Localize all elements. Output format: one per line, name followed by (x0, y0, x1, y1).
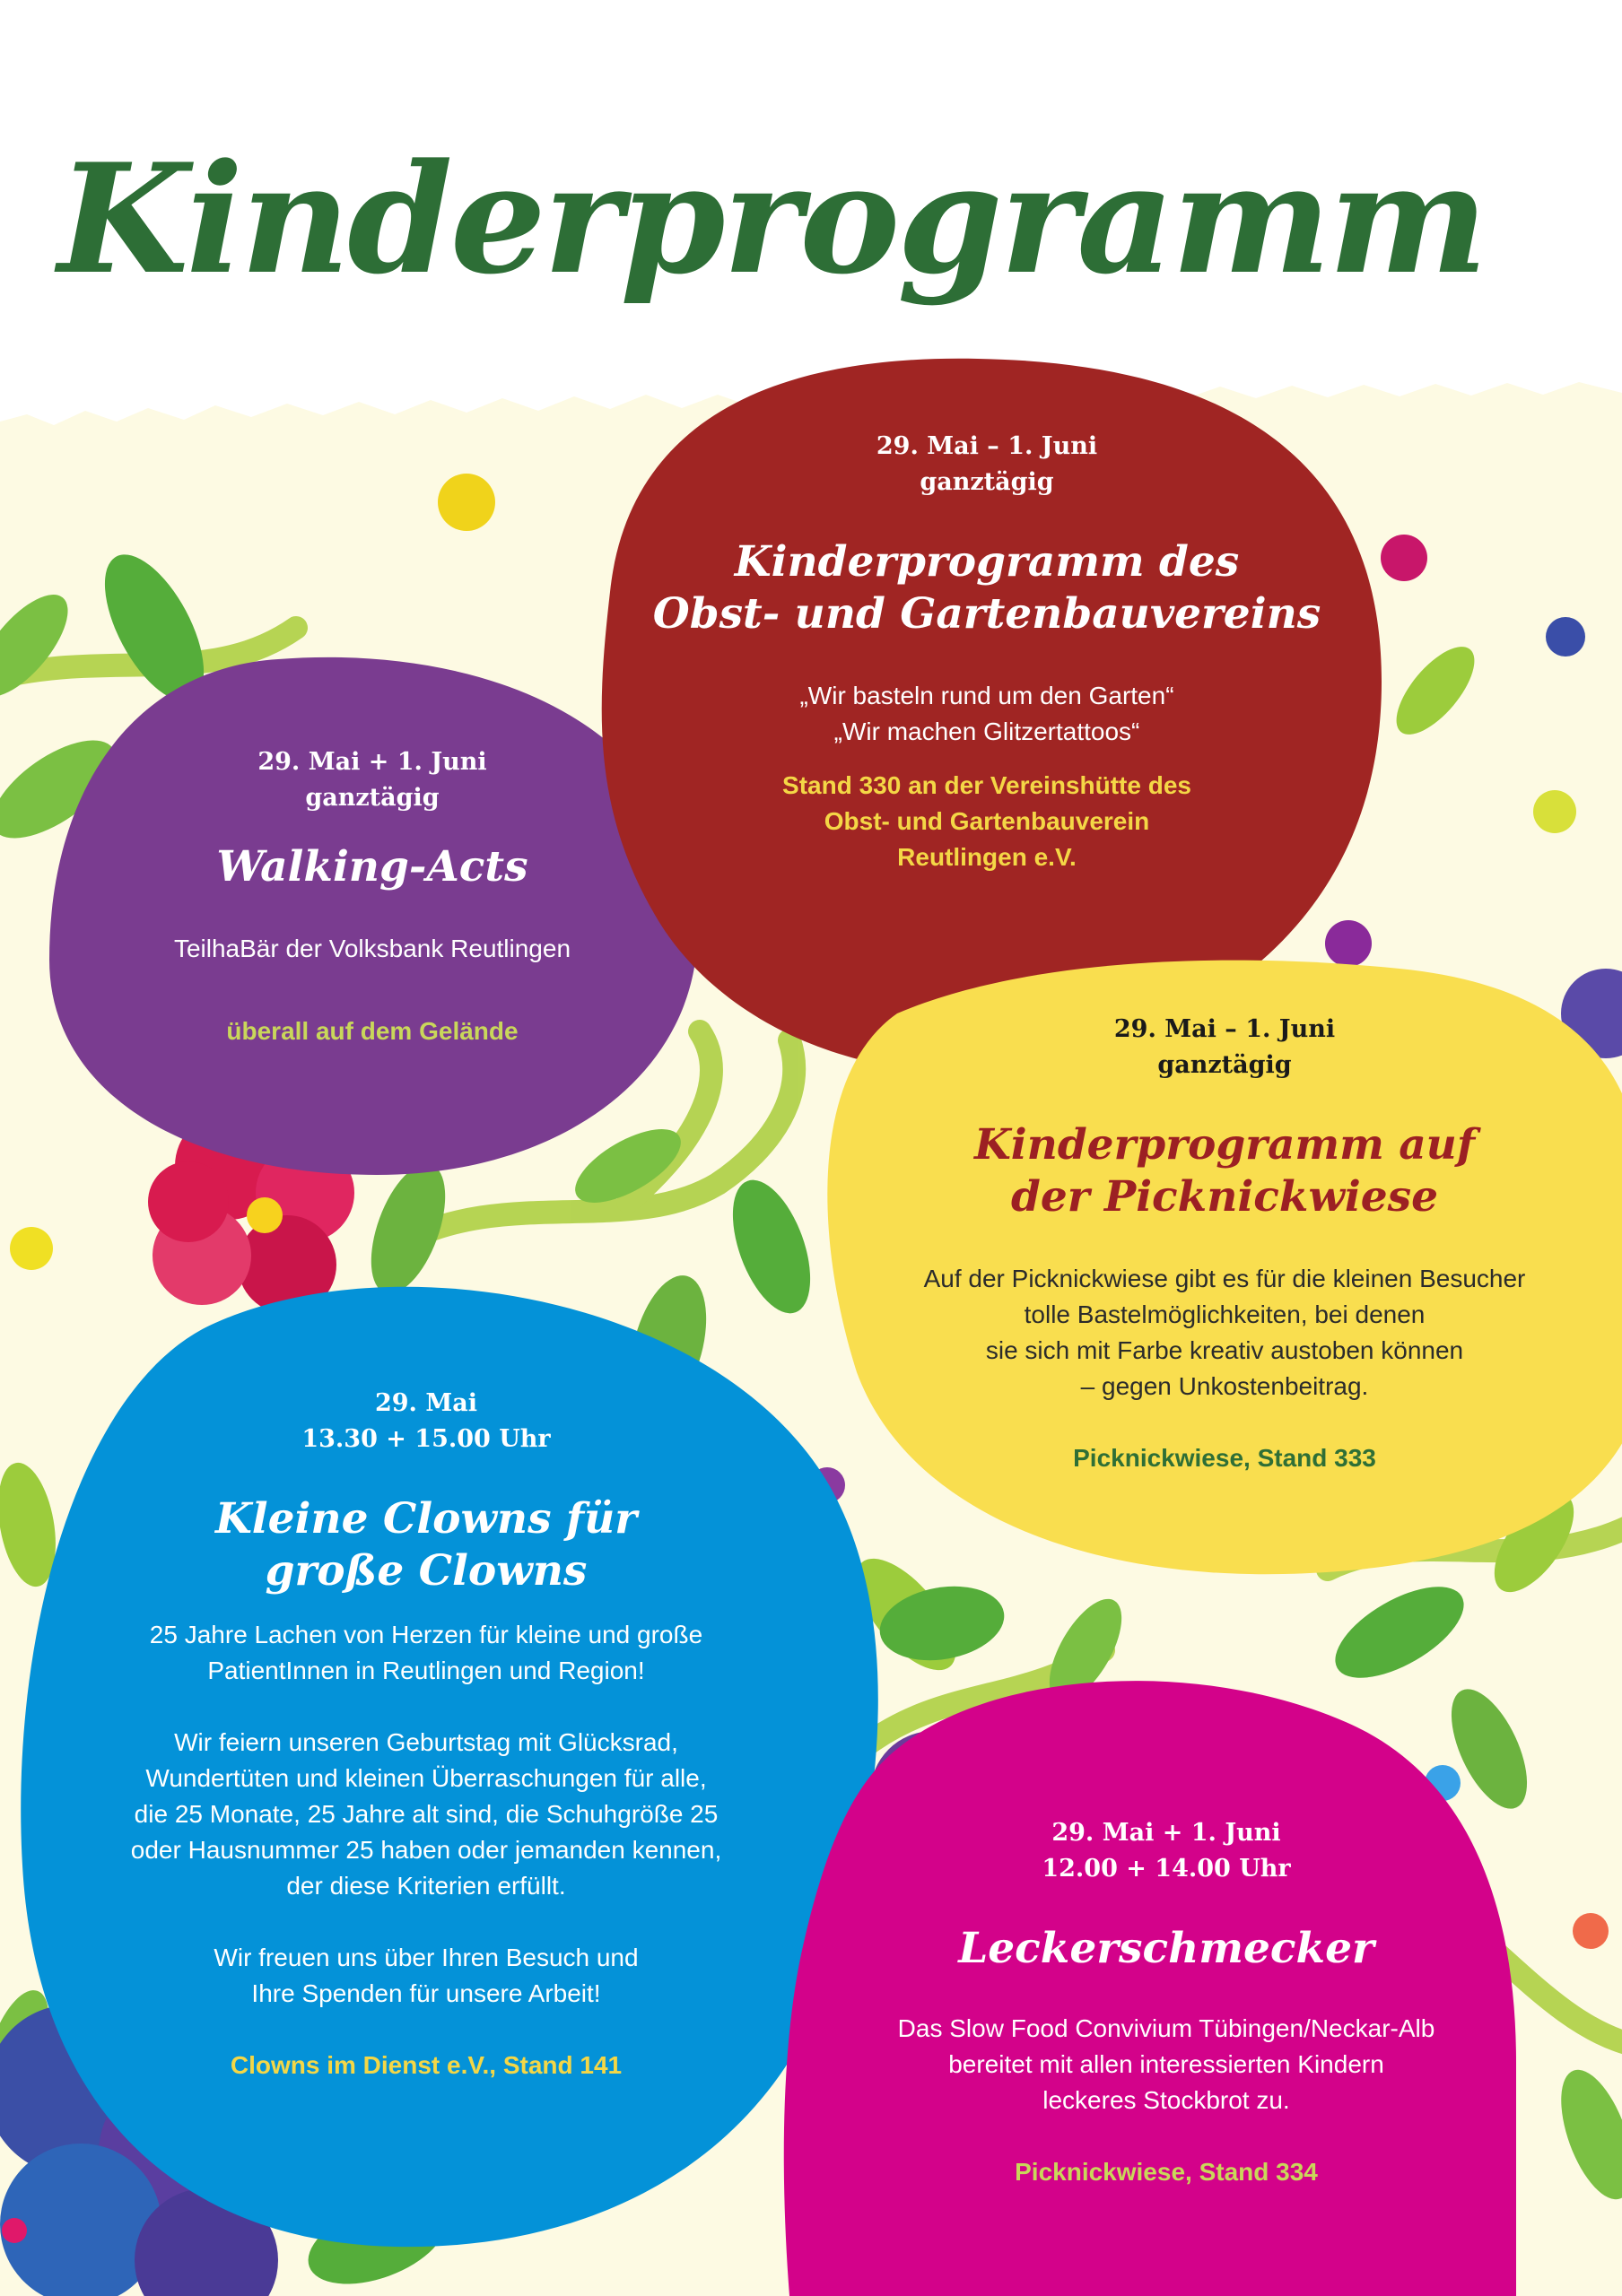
event-title: Kleine Clowns für große Clowns (214, 1494, 638, 1596)
event-title: Kinderprogramm auf der Picknickwiese (973, 1120, 1476, 1222)
event-leckerschmecker (843, 1815, 1489, 2190)
event-walking-acts (81, 744, 664, 1049)
event-description: TeilhaBär der Volksbank Reutlingen (173, 935, 571, 962)
event-date: 29. Mai + 1. Juni (257, 748, 487, 776)
event-picknickwiese (884, 1012, 1565, 1476)
event-description: 25 Jahre Lachen von Herzen für kleine und große PatientInnen in Reutlingen und Region! (149, 1621, 703, 1684)
event-time: 13.30 + 15.00 Uhr (301, 1425, 551, 1453)
event-title: Leckerschmecker (958, 1924, 1374, 1973)
event-obst-gartenbau (628, 429, 1346, 875)
event-description: Wir feiern unseren Geburtstag mit Glücksrad, Wundertüten und kleinen Überraschungen für alle, die 25 Monate, 25 Jahre alt sind, die Schuhgröße 25 oder Hausnummer 25 haben oder jemanden kennen, der diese Kriterien erfüllt. (130, 1728, 722, 1900)
event-location: Clowns im Dienst e.V., Stand 141 (230, 2051, 623, 2079)
event-description: Das Slow Food Convivium Tübingen/Neckar-Alb bereitet mit allen interessierten Kindern leckeres Stockbrot zu. (897, 2014, 1435, 2114)
page-title: Kinderprogramm (57, 130, 1486, 308)
event-date: 29. Mai + 1. Juni (1051, 1819, 1281, 1847)
event-kleine-clowns (85, 1386, 767, 2083)
event-time: ganztägig (305, 784, 440, 812)
event-description: Wir freuen uns über Ihren Besuch und Ihre Spenden für unsere Arbeit! (214, 1944, 639, 2007)
event-location: Picknickwiese, Stand 333 (1073, 1444, 1376, 1472)
event-location: Stand 330 an der Vereinshütte des Obst- und Gartenbauverein Reutlingen e.V. (782, 771, 1191, 871)
event-title: Walking-Acts (216, 842, 528, 891)
event-title: Kinderprogramm des Obst- und Gartenbauvereins (652, 537, 1321, 639)
event-location: überall auf dem Gelände (226, 1017, 519, 1045)
event-date: 29. Mai – 1. Juni (1113, 1015, 1336, 1043)
event-date: 29. Mai (374, 1389, 477, 1417)
event-time: ganztägig (1157, 1051, 1292, 1079)
event-date: 29. Mai – 1. Juni (876, 432, 1098, 460)
event-time: ganztägig (920, 468, 1054, 496)
event-description: „Wir basteln rund um den Garten“ „Wir machen Glitzertattoos“ (799, 682, 1174, 745)
event-description: Auf der Picknickwiese gibt es für die kleinen Besucher tolle Bastelmöglichkeiten, bei denen sie sich mit Farbe kreativ austoben können – gegen Unkostenbeitrag. (923, 1265, 1526, 1400)
event-time: 12.00 + 14.00 Uhr (1042, 1855, 1291, 1883)
event-location: Picknickwiese, Stand 334 (1015, 2158, 1318, 2186)
